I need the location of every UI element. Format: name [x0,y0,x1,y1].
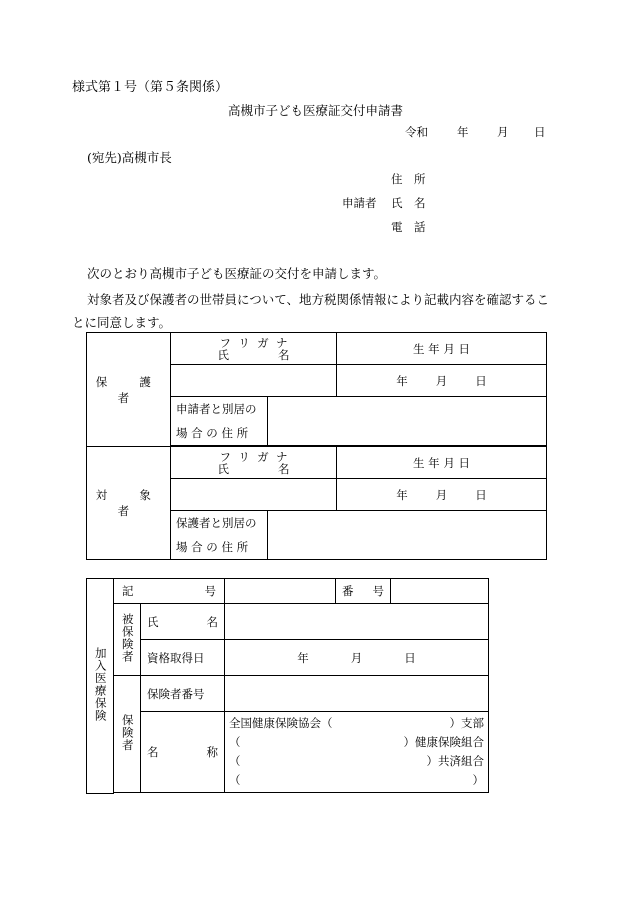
target-name-field[interactable] [171,479,337,511]
insured-name-label [141,604,225,640]
furigana-char: ナ [275,449,288,464]
year-label: 年 [297,650,309,665]
day-label: 日 [475,487,487,502]
label-char: 号 [204,584,216,598]
insurer-name-label [141,712,225,793]
number-label [336,579,391,604]
label-line: 場 合 の 住 所 [176,426,249,440]
insurer-line-kyosai [225,752,488,771]
guardian-separate-address-label [171,397,268,446]
furigana-char: ガ [257,335,269,350]
consent-paragraph-1: 次のとおり高槻市子ども医療証の交付を申請します。 [87,266,387,281]
applicant-address-label: 住 所 [391,172,426,186]
label-line: 場 合 の 住 所 [176,540,249,554]
page-title: 高槻市子ども医療証交付申請書 [228,103,404,118]
month-label: 月 [350,650,363,665]
label-char: 称 [206,745,218,759]
furigana-char: ガ [257,449,269,464]
date-month-label: 月 [497,125,509,139]
insurer-line-kyokai [225,714,488,733]
insured-label-cell [114,604,141,676]
insurance-table [86,578,489,794]
guardian-birth-header: 生 年 月 日 [337,333,547,365]
guardian-label-cell [87,333,184,447]
furigana-char: リ [238,449,250,464]
name-char: 名 [278,347,290,362]
insurance-section-label: 加入医療保険 [93,646,108,722]
applicant-name-label: 氏 名 [391,196,426,210]
target-label-cell [87,447,184,560]
consent-paragraph-2-line1: 対象者及び保護者の世帯員について、地方税関係情報により記載内容を確認するこ [87,292,550,307]
guardian-name-field[interactable] [171,365,337,397]
insurer-label: 保険者 [120,713,135,752]
label-line: 申請者と別居の [176,402,257,416]
insurer-line-kenpo [225,733,488,752]
line-right: ）支部 [449,716,484,730]
day-label: 日 [404,650,416,665]
name-char: 氏 [217,461,229,476]
consent-paragraph-2-line2: とに同意します。 [72,315,172,330]
insurance-section-label-cell [87,579,114,794]
line-left: （ [229,735,241,749]
line-right: ）健康保険組合 [403,735,484,749]
target-birth-header: 生 年 月 日 [337,447,547,479]
guardian-name-header-label [218,349,290,361]
target-separate-address-label [171,511,268,560]
line-right: ） [472,773,484,787]
acquisition-date-field[interactable] [225,640,489,676]
insurer-number-label: 保険者番号 [141,676,225,712]
furigana-char: フ [219,449,231,464]
person-table [86,332,547,560]
target-name-header [171,447,337,479]
symbol-label [114,579,225,604]
target-label: 対 象 者 [95,488,184,518]
name-char: 氏 [217,347,229,362]
guardian-label: 保 護 者 [95,374,184,405]
line-right: ）共済組合 [426,754,484,768]
label-char: 番 [342,584,354,598]
date-year-label: 年 [457,125,469,139]
name-char: 名 [278,461,290,476]
furigana-char: フ [219,335,231,350]
date-era: 令和 [405,125,428,139]
number-field[interactable] [391,579,489,604]
line-left: （ [229,754,241,768]
furigana-char: リ [238,335,250,350]
month-label: 月 [435,373,448,388]
applicant-role-label: 申請者 [342,196,377,210]
insurer-line-other [225,771,488,790]
insurer-number-field[interactable] [225,676,489,712]
label-char: 記 [122,584,134,598]
year-label: 年 [396,487,408,502]
label-char: 号 [372,584,384,598]
target-birthdate-field[interactable] [337,479,547,511]
addressee: (宛先)高槻市長 [87,150,172,165]
acquisition-date-label: 資格取得日 [141,640,225,676]
label-line: 保護者と別居の [176,516,257,530]
line-left: （ [229,773,241,787]
year-label: 年 [396,373,408,388]
guardian-separate-address-field[interactable] [268,397,547,446]
date-day-label: 日 [534,125,546,139]
line-left: 全国健康保険協会（ [229,716,333,730]
target-name-header-label [218,463,290,475]
insurer-label-cell [114,676,141,793]
furigana-char: ナ [275,335,288,350]
day-label: 日 [475,373,487,388]
guardian-birthdate-field[interactable] [337,365,547,397]
target-furigana [220,451,288,463]
insured-label: 被保険者 [120,613,135,663]
label-char: 氏 [147,614,159,629]
label-char: 名 [206,614,218,629]
target-separate-address-field[interactable] [268,511,547,560]
month-label: 月 [435,487,448,502]
symbol-field[interactable] [225,579,336,604]
label-char: 名 [147,745,159,759]
guardian-furigana [220,337,288,349]
form-number: 様式第１号（第５条関係） [72,80,229,95]
applicant-phone-label: 電 話 [391,220,426,234]
insured-name-field[interactable] [225,604,489,640]
insurer-name-field[interactable] [225,712,489,793]
guardian-name-header [171,333,337,365]
